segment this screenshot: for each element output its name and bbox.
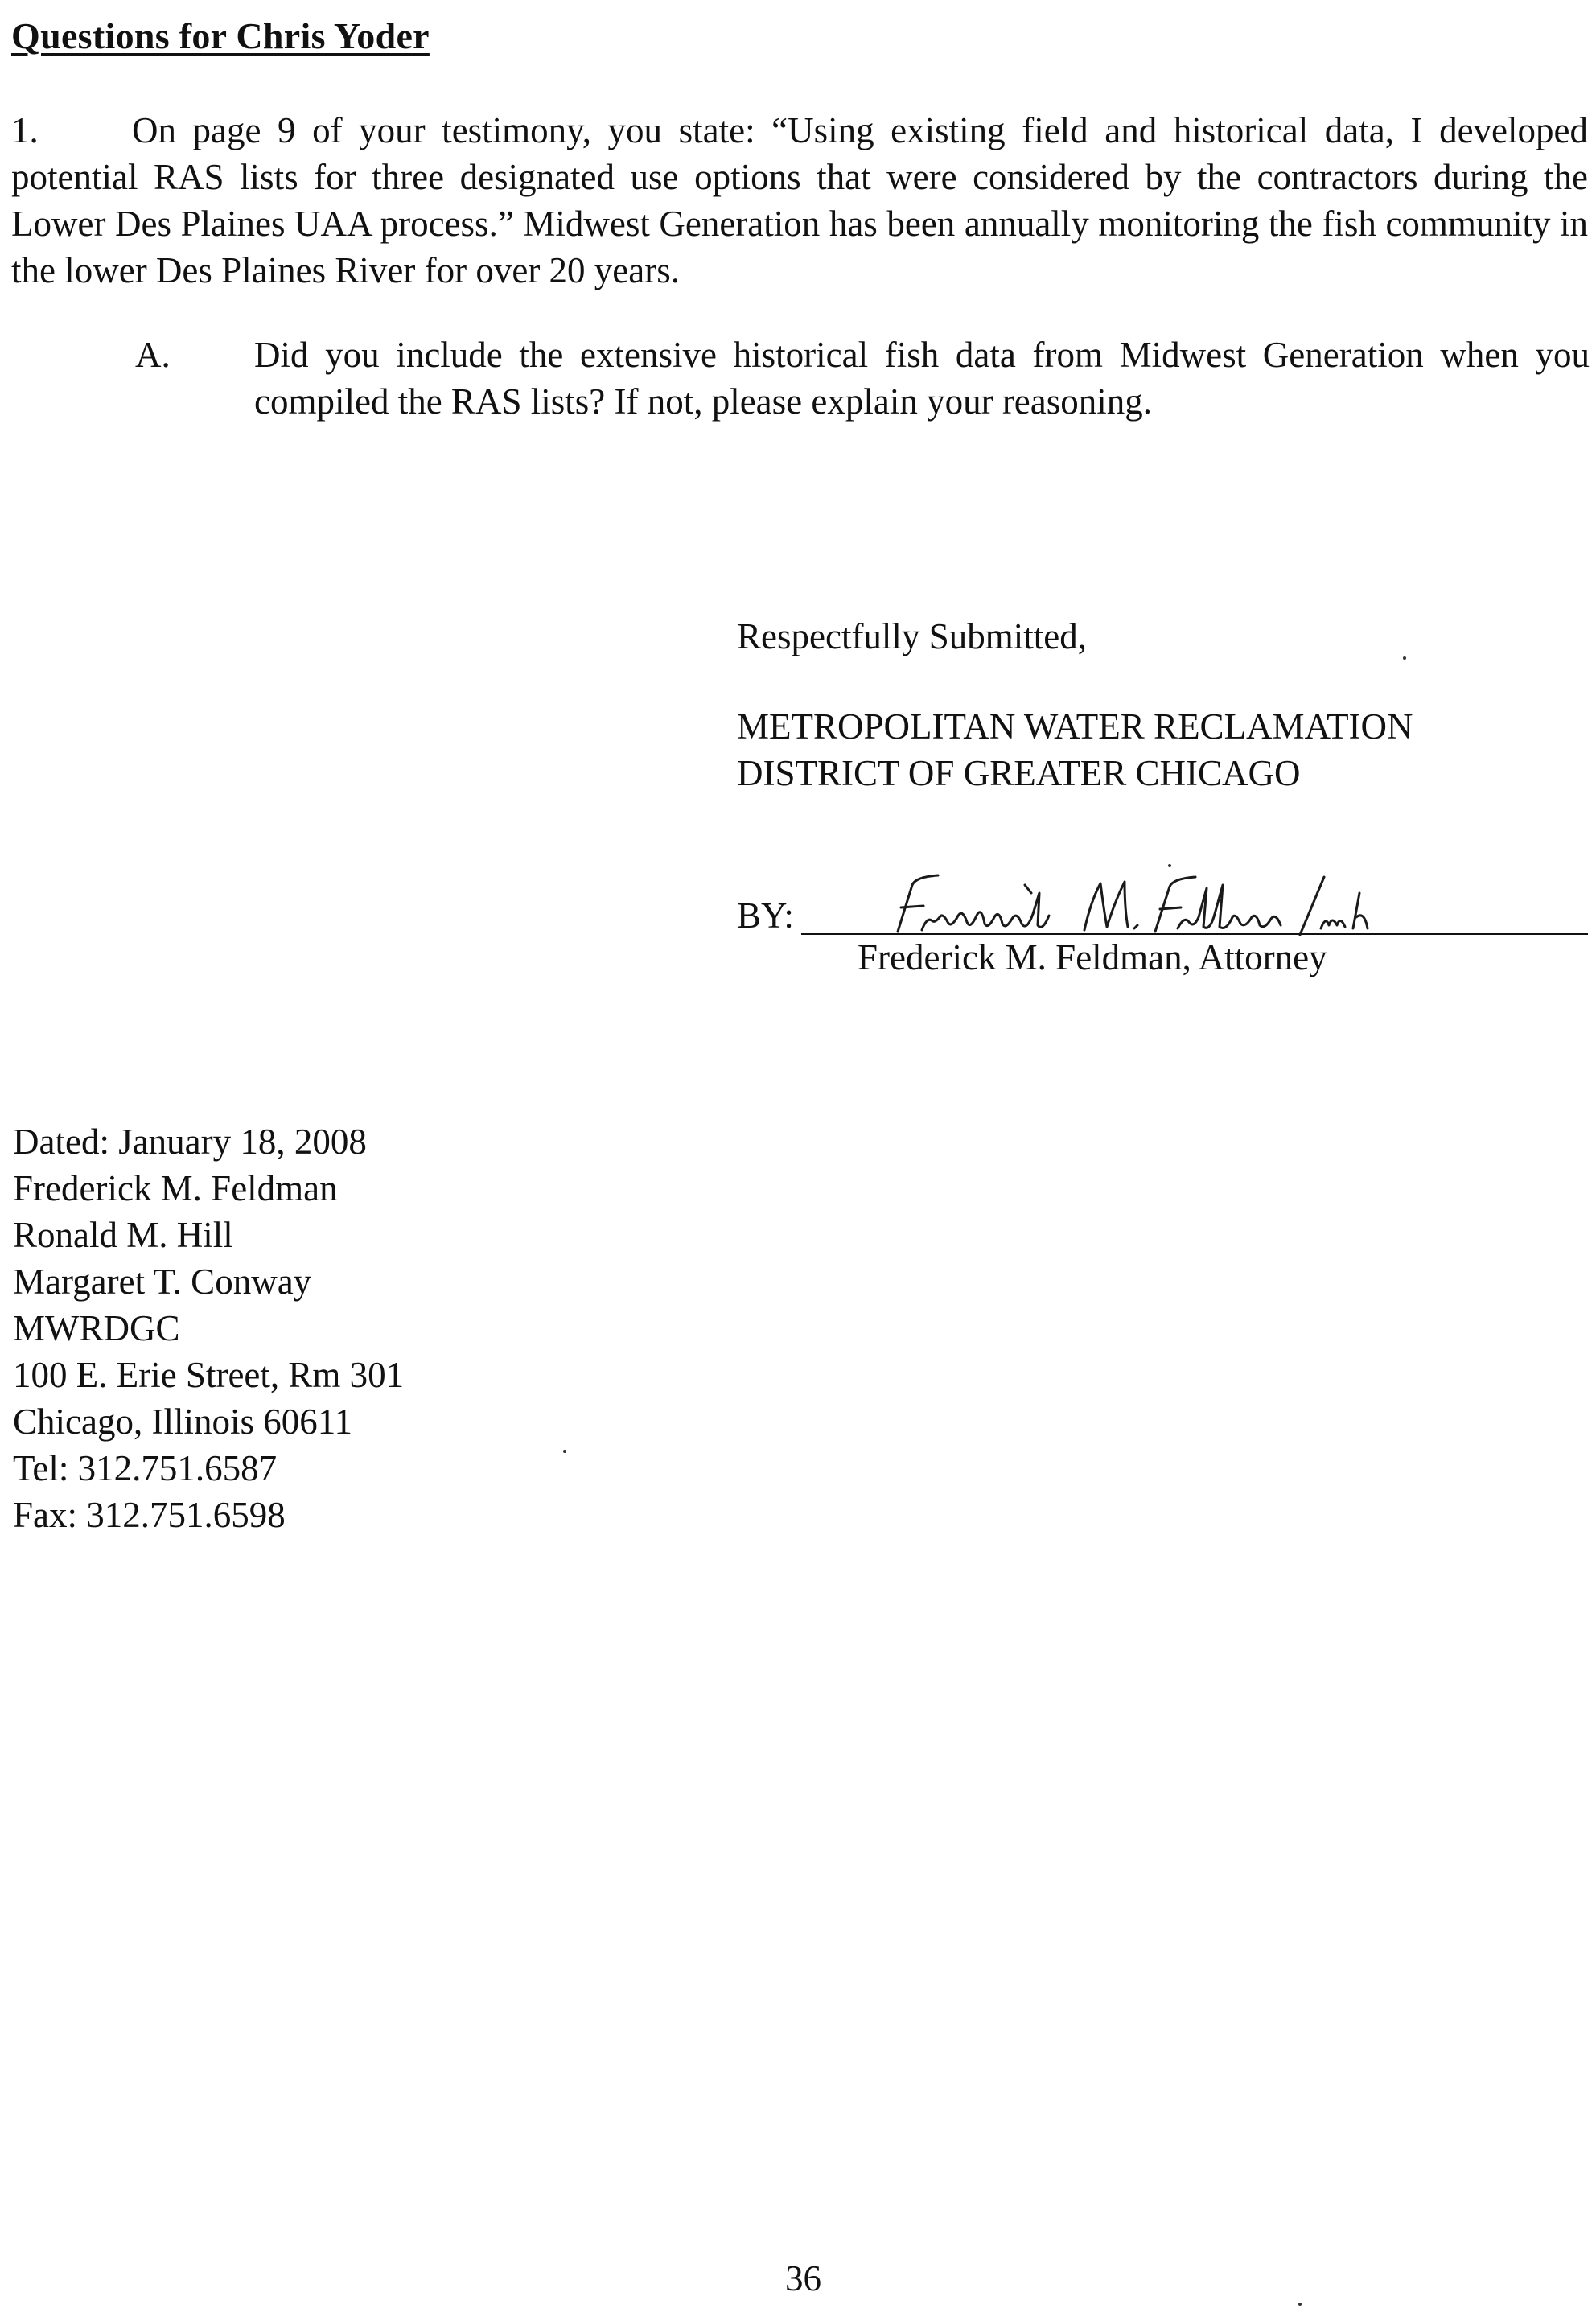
contact-line: Chicago, Illinois 60611 (13, 1401, 353, 1442)
handwritten-signature (874, 861, 1437, 941)
question-paragraph (11, 107, 1588, 294)
question-number: 1. (11, 110, 39, 150)
page-number: 36 (785, 2258, 821, 2298)
scan-speck (1298, 2303, 1302, 2306)
contact-line: 100 E. Erie Street, Rm 301 (13, 1355, 405, 1395)
scan-speck (563, 1450, 566, 1453)
question-text: On page 9 of your testimony, you state: “Using existing field and historical data, I developed potential RAS lists for three designated use options that were considered by the contractors during the Lower Des Plaines UAA process.” Midwest Generation has been annually monitoring the fish community in the lower Des Plaines River for over 20 years. (11, 110, 1588, 290)
signature-row (737, 877, 1590, 941)
organization-line-1: METROPOLITAN WATER RECLAMATION (737, 706, 1413, 747)
contact-line: MWRDGC (13, 1308, 180, 1348)
contact-line: Ronald M. Hill (13, 1215, 233, 1255)
organization-name (737, 703, 1413, 796)
sub-question-text: Did you include the extensive historical fish data from Midwest Generation when you compiled the RAS lists? If not, please explain your reasoning. (254, 335, 1590, 422)
document-heading: Questions for Chris Yoder (11, 15, 430, 56)
contact-line: Tel: 312.751.6587 (13, 1448, 278, 1488)
contact-line: Margaret T. Conway (13, 1261, 312, 1302)
organization-line-2: DISTRICT OF GREATER CHICAGO (737, 753, 1301, 793)
sub-question-letter: A. (135, 335, 171, 375)
contact-line: Frederick M. Feldman (13, 1168, 338, 1208)
contact-block (13, 1118, 404, 1538)
signer-name: Frederick M. Feldman, Attorney (858, 937, 1327, 977)
by-label: BY: (737, 895, 794, 936)
closing-line: Respectfully Submitted, (737, 616, 1087, 656)
contact-line: Fax: 312.751.6598 (13, 1495, 286, 1535)
dated-line: Dated: January 18, 2008 (13, 1121, 367, 1162)
scan-speck (1403, 656, 1406, 660)
scan-speck (1168, 864, 1171, 867)
